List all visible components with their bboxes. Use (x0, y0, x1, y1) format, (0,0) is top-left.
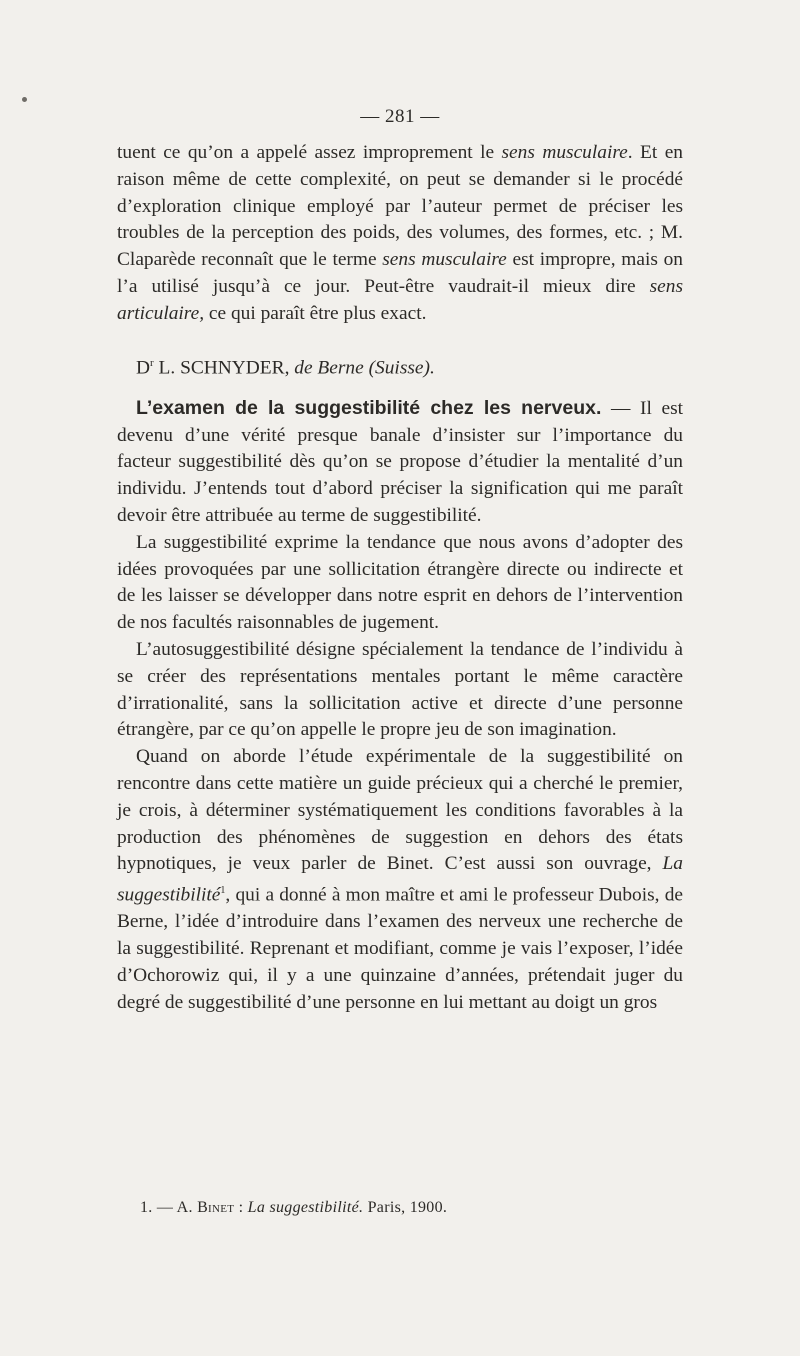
paragraph-suggestibility: La suggestibilité exprime la tendance que nous avons d’adopter des idées provoquées par une sollicitation étrangère directe ou indirecte et de les laisser se développer dans notre esprit en dehors de l’intervention de nos facultés raisonnables de jugement. (117, 531, 683, 634)
paragraph-autosuggestibility: L’autosuggestibilité désigne spécialement la tendance de l’individu à se créer des représentations mentales portant le même caractère d’irrationalité, sans la sollicitation active et directe d’une personne étrangère, par ce qu’on appelle le propre jeu de son imagination. (117, 639, 683, 741)
footnote-marker: 1. — A. (140, 1199, 198, 1216)
footnote-author: Binet (197, 1199, 235, 1216)
paragraph4-text-a: Quand on aborde l’étude expérimentale de la suggestibilité on rencontre dans cette matière un guide précieux qui a cherché le premier, je crois, à déterminer systématiquement les conditions favorables à la production des phénomènes de suggestion en dehors des états hypnotiques, je veux parler de Binet. C’est aussi son ouvrage, (117, 746, 683, 875)
section-intro: Il est devenu d’une vérité presque banale d’insister sur l’importance du facteur suggestibilité dès qu’on se propose d’étudier la mentalité d’un individu. J’entends tout d’abord préciser la signification qui me paraît devoir être attribuée au terme de suggestibilité. (117, 397, 683, 527)
paragraph1-text-c: est impropre, mais on l’a utilisé jusqu’à ce jour. Peut-être vaudrait-il mieux dire (117, 249, 683, 297)
paragraph4-italic-a: La suggestibilité (117, 853, 683, 906)
author-prefix: D (136, 357, 151, 379)
paragraph1-italic-a: sens musculaire (501, 142, 628, 163)
paragraph1-text-d: ce qui paraît être plus exact. (204, 302, 427, 324)
author-line (117, 350, 683, 382)
author-sup: r (150, 356, 154, 369)
paragraph-binet (117, 744, 683, 1016)
paragraph4-text-b: , qui a donné à mon maître et ami le professeur Dubois, de Berne, l’idée d’introduire dans l’examen des nerveux une recherche de la suggestibilité. Reprenant et modifiant, comme je vais l’exposer, l’idée d’Ochorowiz qui, il y a une quinzaine d’années, prétendait juger du degré de suggestibilité d’une personne en lui mettant au doigt un gros (117, 884, 683, 1013)
footnote (140, 1199, 447, 1217)
paragraph1-italic-b: sens musculaire (382, 249, 507, 271)
footnote-sep: : (234, 1199, 248, 1216)
paragraph1-text-b: . Et en raison même de cette complexité, on peut se demander si le procédé d’exploration clinique employé par l’auteur permet de préciser les troubles de la perception des poids, des volumes, des formes, etc. ; M. Claparède reconnaît que le terme (117, 142, 683, 271)
section-title: L’examen de la suggestibilité chez les nerveux. (136, 396, 602, 419)
author-affiliation: de Berne (Suisse). (294, 357, 435, 379)
body-text (117, 140, 683, 1017)
footnote-title: La suggestibilité. (247, 1199, 364, 1216)
ink-speck (22, 97, 27, 102)
author-name: L. SCHNYDER, (153, 357, 295, 379)
section-dash: — (601, 397, 640, 419)
paragraph1-text-a: tuent ce qu’on a appelé assez improprement le (117, 142, 502, 163)
paragraph1-italic-c: sens articulaire, (117, 275, 683, 324)
footnote-place: Paris, 1900. (363, 1199, 448, 1216)
footnote-reference: 1 (220, 885, 226, 897)
section-paragraph (117, 395, 683, 530)
paragraph-continuation (117, 140, 683, 328)
page-number: — 281 — (360, 106, 440, 127)
